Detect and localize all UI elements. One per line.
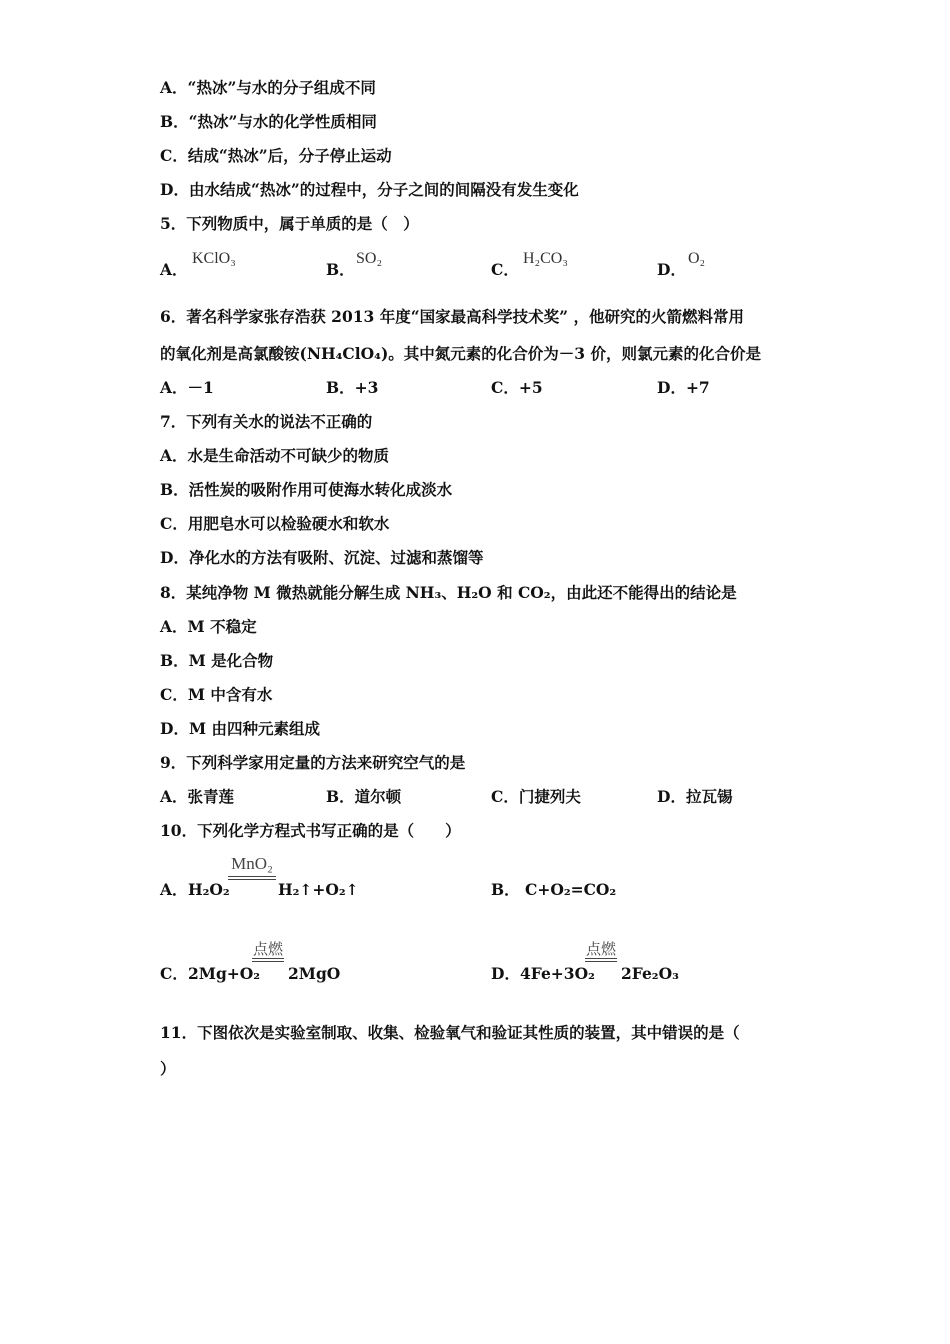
q10-stem: 10．下列化学方程式书写正确的是（ ） <box>160 821 461 840</box>
q7-option-c: C．用肥皂水可以检验硬水和软水 <box>160 514 390 533</box>
q10-option-c-equals-sign <box>252 958 284 962</box>
q8-option-c: C．M 中含有水 <box>160 685 273 704</box>
q6-stem-line1: 6．著名科学家张存浩获 2013 年度“国家最高科学技术奖” ，他研究的火箭燃料常用 <box>160 307 744 326</box>
q10-option-d-reactant: 4Fe+3O₂ <box>520 964 595 983</box>
q5-option-c-formula: H₂CO₃ <box>523 250 568 267</box>
q10-option-a-equals-sign <box>228 876 276 880</box>
q11-stem-line2: ） <box>160 1059 176 1078</box>
q5-option-a-label: A． <box>160 260 188 279</box>
q10-option-c-label: C． <box>160 964 188 983</box>
q5-option-b-formula: SO₂ <box>356 250 383 267</box>
q10-option-a-condition: MnO₂ <box>231 854 273 873</box>
q10-option-d-product: 2Fe₂O₃ <box>621 964 679 983</box>
q7-option-d: D．净化水的方法有吸附、沉淀、过滤和蒸馏等 <box>160 548 484 567</box>
q6-option-d: D．+7 <box>657 378 710 397</box>
q6-option-c: C．+5 <box>491 378 543 397</box>
q5-stem: 5．下列物质中，属于单质的是（ ） <box>160 214 419 233</box>
q5-option-d-label: D． <box>657 260 686 279</box>
q10-option-b: B． C+O₂=CO₂ <box>491 880 617 899</box>
q9-stem: 9．下列科学家用定量的方法来研究空气的是 <box>160 753 466 772</box>
q10-option-d-condition: 点燃 <box>585 942 616 958</box>
q5-option-d-formula: O₂ <box>688 250 706 267</box>
q6-option-b: B．+3 <box>326 378 379 397</box>
q8-option-b: B．M 是化合物 <box>160 651 274 670</box>
q4-option-d: D．由水结成“热冰”的过程中，分子之间的间隔没有发生变化 <box>160 180 579 199</box>
q9-option-b: B．道尔顿 <box>326 787 402 806</box>
q5-option-b-label: B． <box>326 260 355 279</box>
q5-option-a-formula: KClO₃ <box>192 250 236 267</box>
q10-option-a-product: H₂↑+O₂↑ <box>278 880 359 899</box>
q6-stem-line2: 的氧化剂是高氯酸铵(NH₄ClO₄)。其中氮元素的化合价为－3 价，则氯元素的化合价是 <box>160 344 761 363</box>
q7-option-a: A．水是生命活动不可缺少的物质 <box>160 446 390 465</box>
q9-option-c: C．门捷列夫 <box>491 787 581 806</box>
q4-option-c: C．结成“热冰”后，分子停止运动 <box>160 146 392 165</box>
q11-stem-line1: 11．下图依次是实验室制取、收集、检验氧气和验证其性质的装置，其中错误的是（ <box>160 1023 740 1042</box>
q10-option-c-condition: 点燃 <box>252 942 283 958</box>
q10-option-a-label: A． <box>160 880 188 899</box>
q10-option-c-product: 2MgO <box>288 964 341 983</box>
q7-stem: 7．下列有关水的说法不正确的 <box>160 412 373 431</box>
q9-option-a: A．张青莲 <box>160 787 235 806</box>
q10-option-c-reactant: 2Mg+O₂ <box>188 964 261 983</box>
q10-option-d-equals-sign <box>585 958 617 962</box>
q4-option-b: B．“热冰”与水的化学性质相同 <box>160 112 377 131</box>
q8-option-a: A．M 不稳定 <box>160 617 257 636</box>
q9-option-d: D．拉瓦锡 <box>657 787 733 806</box>
q8-option-d: D．M 由四种元素组成 <box>160 719 320 738</box>
q10-option-a-reactant: H₂O₂ <box>188 880 230 899</box>
q7-option-b: B．活性炭的吸附作用可使海水转化成淡水 <box>160 480 453 499</box>
q5-option-c-label: C． <box>491 260 519 279</box>
q4-option-a: A．“热冰”与水的分子组成不同 <box>160 78 376 97</box>
q8-stem: 8．某纯净物 M 微热就能分解生成 NH₃、H₂O 和 CO₂，由此还不能得出的结论是 <box>160 583 737 602</box>
q10-option-d-label: D． <box>491 964 520 983</box>
q6-option-a: A．－1 <box>160 378 214 397</box>
